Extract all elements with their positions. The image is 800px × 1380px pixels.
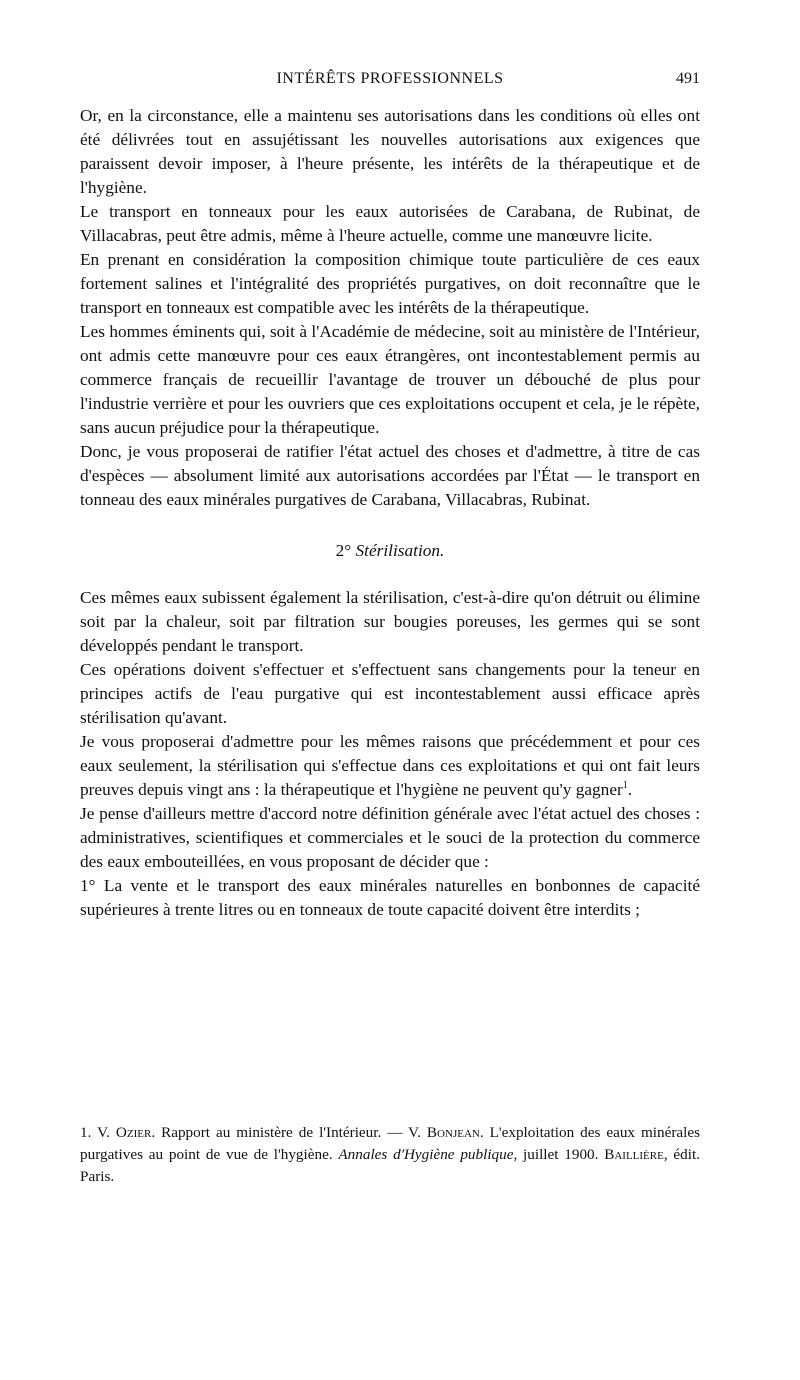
paragraph: Je pense d'ailleurs mettre d'accord notre définition générale avec l'état actuel des choses : administratives, scientifiques et commerciales et le souci de la protection du commerce des eaux embouteillées, en vous proposant de décider que : — [80, 804, 700, 871]
paragraph-text: Je vous proposerai d'admettre pour les mêmes raisons que précédemment et pour ces eaux seulement, la stérilisation qui s'effectue dans ces exploitations et qui ont fait leurs preuves depuis vingt ans : la thérapeutique et l'hygiène ne peuvent qu'y gagner — [80, 732, 700, 799]
footnote-text: , juillet 1900. — [513, 1146, 599, 1163]
body-text — [80, 104, 700, 922]
footnote-text: V. — [97, 1124, 110, 1141]
paragraph: Les hommes éminents qui, soit à l'Académie de médecine, soit au ministère de l'Intérieur, ont admis cette manœuvre pour ces eaux étrangères, ont incontestablement permis au commerce français de recueillir l'avantage de trouver un débouché de plus pour l'industrie verrière et pour les ouvriers que ces exploitations occupent et cela, je le répète, sans aucun préjudice pour la thérapeutique. — [80, 322, 700, 437]
paragraph: Ces opérations doivent s'effectuer et s'effectuent sans changements pour la teneur en principes actifs de l'eau purgative qui est incontestablement aussi efficace après stérilisation qu'avant. — [80, 660, 700, 727]
footnote-author: Ozier — [115, 1124, 152, 1141]
footnote-reference[interactable]: 1 — [622, 780, 628, 792]
footnote-journal: Annales d'Hygiène publique — [338, 1146, 514, 1163]
footnote — [80, 1122, 700, 1188]
paragraph: Donc, je vous proposerai de ratifier l'état actuel des choses et d'admettre, à titre de cas d'espèces — absolument limité aux autorisations accordées par l'État — le transport en tonneau des eaux minérales purgatives de Carabana, Villacabras, Rubinat. — [80, 442, 700, 509]
paragraph: Je vous proposerai d'admettre pour les mêmes raisons que précédemment et pour ces eaux seulement, la stérilisation qui s'effectue dans ces exploitations et qui ont fait leurs preuves depuis vingt ans : la thérapeutique et l'hygiène ne peuvent qu'y gagner$^1$. — [80, 732, 700, 799]
footnote-text: , édit. Paris. — [80, 1146, 700, 1185]
paragraph: Ces mêmes eaux subissent également la stérilisation, c'est-à-dire qu'on détruit ou élimine soit par la chaleur, soit par filtration sur bougies poreuses, les germes qui se sont développés pendant le transport. — [80, 588, 700, 655]
footnote-number: 1. — [80, 1124, 92, 1141]
paragraph: En prenant en considération la composition chimique toute particulière de ces eaux fortement salines et l'intégralité des propriétés purgatives, on doit reconnaître que le transport en tonneaux est compatible avec les intérêts de la thérapeutique. — [80, 250, 700, 317]
paragraph: 1° La vente et le transport des eaux minérales naturelles en bonbonnes de capacité supérieures à trente litres ou en tonneaux de toute capacité doivent être interdits ; — [80, 876, 700, 919]
page-number: 491 — [676, 70, 700, 87]
running-title: INTÉRÊTS PROFESSIONNELS — [276, 70, 504, 87]
paragraph: Le transport en tonneaux pour les eaux autorisées de Carabana, de Rubinat, de Villacabras, peut être admis, même à l'heure actuelle, comme une manœuvre licite. — [80, 202, 700, 245]
footnote-text: . Rapport au ministère de l'Intérieur. — V. — [151, 1124, 421, 1141]
paragraph: Or, en la circonstance, elle a maintenu ses autorisations dans les conditions où elles ont été délivrées tout en assujétissant les nouvelles autorisations aux exigences que paraissent devoir imposer, à l'heure présente, les intérêts de la thérapeutique et de l'hygiène. — [80, 106, 700, 197]
section-heading — [80, 539, 700, 563]
footnote-publisher: Baillière — [604, 1146, 664, 1163]
footnotes — [80, 1122, 700, 1188]
section-heading-title: Stérilisation. — [355, 541, 445, 560]
footnote-author: Bonjean — [426, 1124, 480, 1141]
section-heading-number: 2° — [335, 541, 352, 560]
page-header — [80, 70, 700, 94]
footnote-text: . L'exploitation des eaux minérales purgatives au point de vue de l'hygiène. — [80, 1124, 701, 1163]
